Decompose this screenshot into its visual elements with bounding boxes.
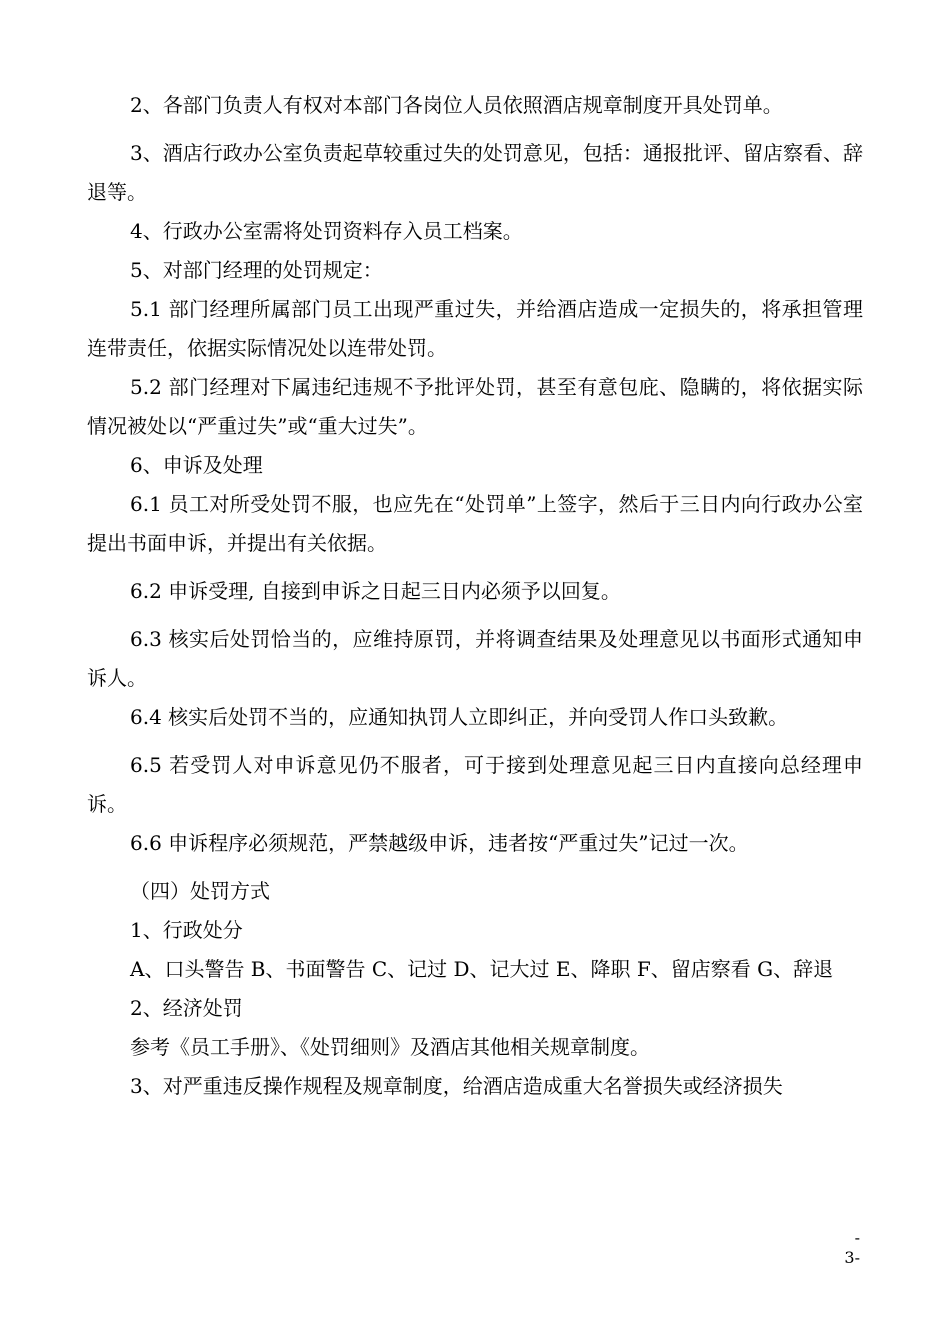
paragraph-4: 4、行政办公室需将处罚资料存入员工档案。 bbox=[130, 219, 523, 243]
paragraph-2: 2、各部门负责人有权对本部门各岗位人员依照酒店规章制度开具处罚单。 bbox=[130, 93, 783, 117]
paragraph-economic-penalty: 2、经济处罚 bbox=[130, 996, 243, 1020]
paragraph-6: 6、申诉及处理 bbox=[130, 453, 263, 477]
paragraph-6-3: 6.3 核实后处罚恰当的，应维持原罚，并将调查结果及处理意见以书面形式通知申诉人。 bbox=[87, 627, 863, 690]
document-body bbox=[87, 86, 863, 1106]
paragraph-sanction-list: A、口头警告 B、书面警告 C、记过 D、记大过 E、降职 F、留店察看 G、辞退 bbox=[130, 957, 834, 981]
paragraph-6-1: 6.1 员工对所受处罚不服，也应先在“处罚单”上签字，然后于三日内向行政办公室提出书面申诉，并提出有关依据。 bbox=[87, 492, 863, 555]
paragraph-serious-violation: 3、对严重违反操作规程及规章制度，给酒店造成重大名誉损失或经济损失 bbox=[130, 1074, 783, 1098]
section-heading-4: （四）处罚方式 bbox=[130, 879, 270, 903]
page-number-dash: - bbox=[854, 1228, 860, 1247]
paragraph-6-5: 6.5 若受罚人对申诉意见仍不服者，可于接到处理意见起三日内直接向总经理申诉。 bbox=[87, 753, 863, 816]
paragraph-6-4: 6.4 核实后处罚不当的，应通知执罚人立即纠正，并向受罚人作口头致歉。 bbox=[130, 705, 789, 729]
paragraph-5-2: 5.2 部门经理对下属违纪违规不予批评处罚，甚至有意包庇、隐瞒的，将依据实际情况被处以“严重过失”或“重大过失”。 bbox=[87, 375, 863, 438]
page-number-value: 3- bbox=[844, 1248, 860, 1267]
paragraph-3: 3、酒店行政办公室负责起草较重过失的处罚意见，包括：通报批评、留店察看、辞退等。 bbox=[87, 141, 863, 204]
paragraph-6-2: 6.2 申诉受理, 自接到申诉之日起三日内必须予以回复。 bbox=[130, 579, 621, 603]
paragraph-reference: 参考《员工手册》、《处罚细则》及酒店其他相关规章制度。 bbox=[130, 1035, 650, 1059]
paragraph-5-1: 5.1 部门经理所属部门员工出现严重过失，并给酒店造成一定损失的，将承担管理连带责任，依据实际情况处以连带处罚。 bbox=[87, 297, 863, 360]
page-number bbox=[820, 1228, 860, 1268]
paragraph-5: 5、对部门经理的处罚规定： bbox=[130, 258, 383, 282]
paragraph-admin-sanction: 1、行政处分 bbox=[130, 918, 243, 942]
paragraph-6-6: 6.6 申诉程序必须规范，严禁越级申诉，违者按“严重过失”记过一次。 bbox=[130, 831, 749, 855]
